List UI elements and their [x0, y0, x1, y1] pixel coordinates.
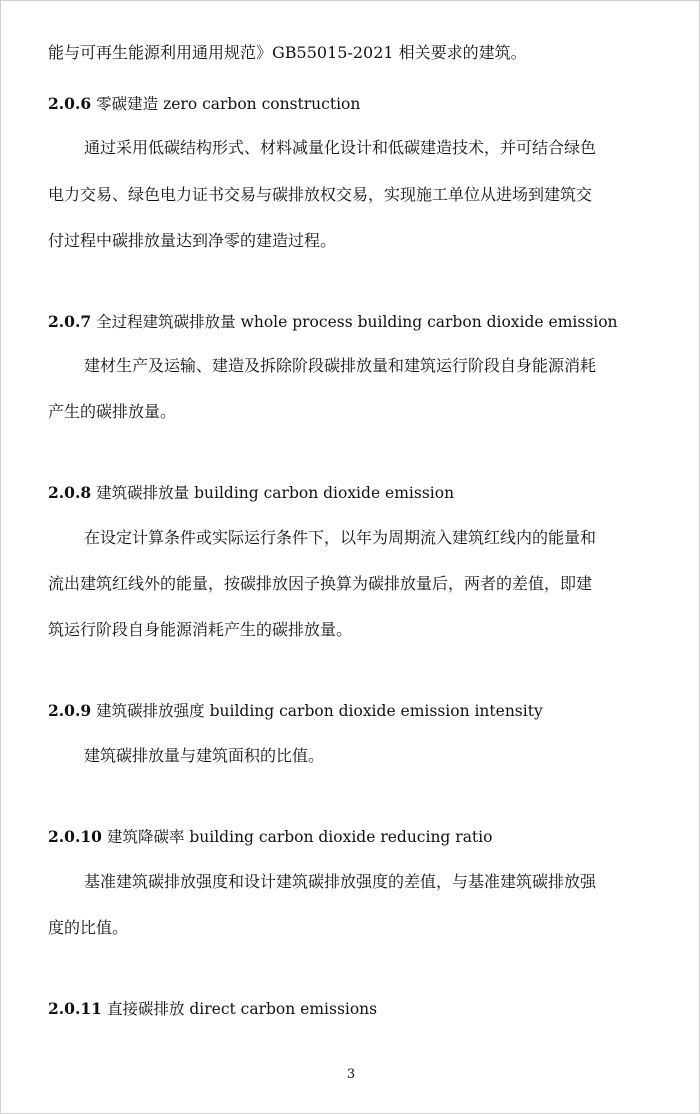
clause-title: 直接碳排放 direct carbon emissions — [106, 1000, 378, 1018]
clause-title: 建筑碳排放强度 building carbon dioxide emission intensity — [96, 702, 543, 720]
page-number: 3 — [346, 1067, 356, 1082]
clause-heading-2-0-6 — [48, 94, 360, 114]
body-line: 产生的碳排放量。 — [48, 402, 177, 421]
clause-title: 建筑降碳率 building carbon dioxide reducing ratio — [106, 828, 493, 846]
clause-heading-2-0-7 — [48, 312, 618, 332]
clause-number: 2.0.7 — [48, 312, 92, 331]
clause-heading-2-0-10 — [48, 827, 492, 847]
body-line: 付过程中碳排放量达到净零的建造过程。 — [48, 231, 337, 250]
clause-heading-2-0-8 — [48, 483, 454, 503]
clause-title: 建筑碳排放量 building carbon dioxide emission — [96, 484, 455, 502]
clause-number: 2.0.8 — [48, 483, 92, 502]
body-line: 电力交易、绿色电力证书交易与碳排放权交易，实现施工单位从进场到建筑交 — [48, 185, 593, 204]
clause-number: 2.0.9 — [48, 701, 92, 720]
clause-number: 2.0.11 — [48, 999, 102, 1018]
body-line: 度的比值。 — [48, 918, 129, 937]
body-line: 通过采用低碳结构形式、材料减量化设计和低碳建造技术，并可结合绿色 — [84, 138, 597, 157]
body-line: 能与可再生能源利用通用规范》GB55015-2021 相关要求的建筑。 — [48, 43, 527, 62]
clause-title: 零碳建造 zero carbon construction — [96, 95, 361, 113]
body-line: 流出建筑红线外的能量，按碳排放因子换算为碳排放量后，两者的差值，即建 — [48, 574, 593, 593]
clause-number: 2.0.6 — [48, 94, 92, 113]
clause-heading-2-0-11 — [48, 999, 377, 1019]
body-line: 基准建筑碳排放强度和设计建筑碳排放强度的差值，与基准建筑碳排放强 — [84, 872, 597, 891]
clause-title: 全过程建筑碳排放量 whole process building carbon dioxide emission — [96, 313, 618, 331]
body-line: 建筑碳排放量与建筑面积的比值。 — [84, 746, 325, 765]
clause-number: 2.0.10 — [48, 827, 102, 846]
body-line: 在设定计算条件或实际运行条件下，以年为周期流入建筑红线内的能量和 — [84, 528, 597, 547]
body-line: 建材生产及运输、建造及拆除阶段碳排放量和建筑运行阶段自身能源消耗 — [84, 356, 597, 375]
body-line: 筑运行阶段自身能源消耗产生的碳排放量。 — [48, 620, 353, 639]
clause-heading-2-0-9 — [48, 701, 543, 721]
